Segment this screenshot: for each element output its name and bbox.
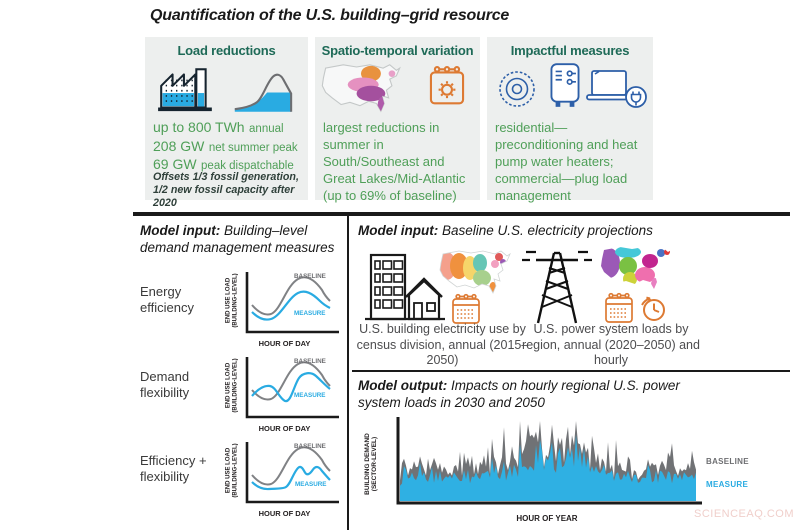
card-spatio-temporal-title: Spatio-temporal variation — [321, 43, 474, 58]
caption-power-system: U.S. power system loads by region, annual (2020–2050) and hourly — [522, 322, 700, 367]
stat-summer-peak-value: 208 GW — [153, 137, 205, 154]
measures-panel-heading-rest: Building–level demand management measures — [140, 223, 335, 255]
projections-panel-heading — [358, 222, 788, 239]
measures-panel-heading-prefix: Model input: — [140, 223, 221, 238]
chart1-plot — [238, 270, 343, 340]
load-curve-icon — [231, 69, 297, 117]
chart3-y-axis-label: END USE LOAD (BUILDING-LEVEL) — [225, 443, 238, 498]
output-panel-heading — [358, 377, 688, 411]
projections-panel-heading-rest: Baseline U.S. electricity projections — [442, 223, 653, 238]
output-measure-label: MEASURE — [706, 480, 749, 489]
chart1-y-axis-label: END USE LOAD (BUILDING-LEVEL) — [225, 273, 238, 328]
chart3-x-axis-label: HOUR OF DAY — [258, 509, 311, 518]
row-label-demand-flexibility: Demand flexibility — [140, 369, 190, 400]
us-map-summer-reductions-icon — [319, 61, 403, 115]
measures-panel-heading — [140, 222, 355, 256]
factory-icon — [155, 63, 217, 121]
card-load-reductions — [145, 37, 308, 209]
row-label-energy-efficiency: Energy efficiency — [140, 284, 194, 315]
chart-efficiency-flexibility — [226, 440, 356, 526]
chart-energy-efficiency — [226, 270, 356, 356]
impactful-measures-body: residential—preconditioning and heat pump water heaters; commercial—plug load management — [495, 120, 638, 203]
card-impactful-measures — [487, 37, 653, 203]
stat-summer-peak-unit: net summer peak — [208, 141, 298, 154]
output-panel-heading-rest: Impacts on hourly regional U.S. power system loads in 2030 and 2050 — [358, 378, 680, 410]
row-label-efficiency-flexibility: Efficiency + flexibility — [140, 453, 207, 484]
chart3-baseline-label: BASELINE — [294, 443, 326, 450]
output-baseline-label: BASELINE — [706, 457, 749, 466]
output-x-axis-label: HOUR OF YEAR — [516, 514, 578, 523]
chart3-plot — [238, 440, 343, 510]
top-divider — [133, 212, 790, 216]
spatio-temporal-body: largest reductions in summer in South/Southeast and Great Lakes/Mid-Atlantic (up to 69% of baseline) — [323, 120, 466, 203]
caption-building-electricity: U.S. building electricity use by census division, annual (2015–2050) — [356, 322, 529, 367]
water-heater-icon — [547, 61, 583, 111]
stat-annual-value: up to 800 TWh — [153, 119, 245, 135]
stat-annual-unit: annual — [249, 123, 284, 135]
card-impactful-measures-title: Impactful measures — [510, 43, 630, 58]
summer-calendar-icon — [427, 65, 467, 107]
heat-pump-coil-icon — [495, 67, 539, 111]
card-load-reductions-title: Load reductions — [177, 43, 276, 58]
chart2-y-axis-label: END USE LOAD (BUILDING-LEVEL) — [225, 358, 238, 413]
chart2-measure-label: MEASURE — [294, 392, 326, 399]
load-reduction-stats — [153, 119, 303, 175]
card-spatio-temporal — [315, 37, 480, 203]
tower-map-calendar-clock-icon — [522, 243, 694, 325]
offsets-note: Offsets 1/3 fossil generation, 1/2 new fossil capacity after 2020 — [153, 171, 299, 209]
output-panel-heading-prefix: Model output: — [358, 378, 448, 393]
projections-panel-heading-prefix: Model input: — [358, 223, 439, 238]
page-title: Quantification of the U.S. building–grid resource — [150, 7, 510, 24]
chart2-plot — [238, 355, 343, 425]
stat-annual — [153, 119, 303, 138]
chart1-measure-label: MEASURE — [294, 310, 326, 317]
output-y-axis-label: BUILDING DEMAND (SECTOR-LEVEL) — [364, 433, 378, 495]
right-panel-divider — [352, 370, 790, 372]
chart-demand-flexibility — [226, 355, 356, 441]
chart3-measure-label: MEASURE — [295, 481, 327, 488]
chart1-baseline-label: BASELINE — [294, 273, 326, 280]
stat-summer-peak — [153, 138, 303, 157]
watermark: SCIENCEAQ.COM — [694, 508, 795, 520]
buildings-map-calendar-icon — [363, 245, 515, 325]
chart1-x-axis-label: HOUR OF DAY — [258, 339, 311, 348]
stat-dispatchable-value: 69 GW — [153, 156, 197, 172]
stat-dispatchable-unit: peak dispatchable — [201, 160, 294, 172]
chart2-x-axis-label: HOUR OF DAY — [258, 424, 311, 433]
output-plot — [384, 415, 706, 511]
laptop-plug-icon — [585, 67, 649, 113]
chart2-baseline-label: BASELINE — [294, 358, 326, 365]
